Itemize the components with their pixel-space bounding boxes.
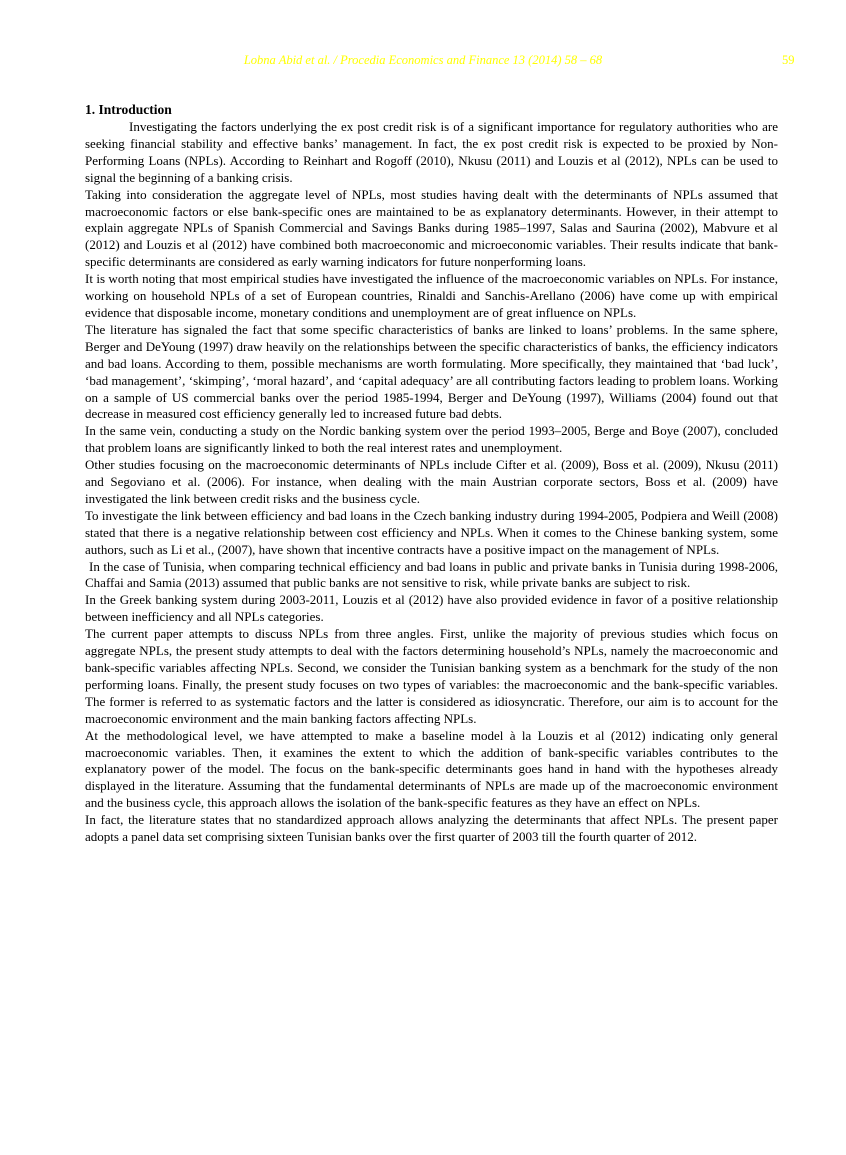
article-body <box>85 119 778 846</box>
paragraph: The current paper attempts to discuss NPLs from three angles. First, unlike the majority of previous studies which focus on aggregate NPLs, the present study attempts to deal with the factors determining household’s NPLs, namely the macroeconomic and bank-specific variables affecting NPLs. Second, we consider the Tunisian banking system as a benchmark for the study of the non performing loans. Finally, the present study focuses on two types of variables: the macroeconomic and the bank-specific variables. The former is referred to as systematic factors and the latter is considered as idiosyncratic. Therefore, our aim is to account for the macroeconomic environment and the main banking factors affecting NPLs. <box>85 626 778 726</box>
section-heading: 1. Introduction <box>85 102 172 118</box>
paragraph: At the methodological level, we have attempted to make a baseline model à la Louzis et al (2012) indicating only general macroeconomic variables. Then, it examines the extent to which the addition of bank-specific variables contributes to the explanatory power of the model. The focus on the bank-specific determinants goes hand in hand with the hypotheses already displayed in the literature. Assuming that the fundamental determinants of NPLs are made up of the macroeconomic environment and the business cycle, this approach allows the isolation of the bank-specific features as they have an effect on NPLs. <box>85 727 778 811</box>
paragraph: To investigate the link between efficiency and bad loans in the Czech banking industry during 1994-2005, Podpiera and Weill (2008) stated that there is a negative relationship between cost efficiency and NPLs. When it comes to the Chinese banking system, some authors, such as Li et al., (2007), have shown that incentive contracts have a positive impact on the management of NPLs. <box>85 507 778 557</box>
page-number: 59 <box>782 53 795 67</box>
paragraph: In the same vein, conducting a study on the Nordic banking system over the period 1993–2005, Berge and Boye (2007), concluded that problem loans are significantly linked to both the real interest rates and unemployment. <box>85 423 778 456</box>
journal-citation-header: Lobna Abid et al. / Procedia Economics and Finance 13 (2014) 58 – 68 <box>243 53 603 67</box>
paragraph: In the case of Tunisia, when comparing technical efficiency and bad loans in public and private banks in Tunisia during 1998-2006, Chaffai and Samia (2013) assumed that public banks are not sensitive to risk, while private banks are subject to risk. <box>85 558 778 591</box>
paragraph: In the Greek banking system during 2003-2011, Louzis et al (2012) have also provided evidence in favor of a positive relationship between inefficiency and all NPLs categories. <box>85 592 778 625</box>
paragraph: Investigating the factors underlying the ex post credit risk is of a significant importance for regulatory authorities who are seeking financial stability and effective banks’ management. In fact, the ex post credit risk is expected to be proxied by Non-Performing Loans (NPLs). According to Reinhart and Rogoff (2010), Nkusu (2011) and Louzis et al (2012), NPLs can be used to signal the beginning of a banking crisis. <box>85 119 778 185</box>
paragraph: In fact, the literature states that no standardized approach allows analyzing the determinants that affect NPLs. The present paper adopts a panel data set comprising sixteen Tunisian banks over the first quarter of 2003 till the fourth quarter of 2012. <box>85 812 778 845</box>
paragraph: Taking into consideration the aggregate level of NPLs, most studies having dealt with the determinants of NPLs assumed that macroeconomic factors or else bank-specific ones are maintained to be as explanatory determinants. However, in their attempt to explain aggregate NPLs of Spanish Commercial and Savings Banks during 1985–1997, Salas and Saurina (2002), Mabvure et al (2012) and Louzis et al (2012) have combined both macroeconomic and microeconomic variables. Their results indicate that bank-specific determinants are considered as early warning indicators for future nonperforming loans. <box>85 186 778 270</box>
paragraph: Other studies focusing on the macroeconomic determinants of NPLs include Cifter et al. (2009), Boss et al. (2009), Nkusu (2011) and Segoviano et al. (2006). For instance, when dealing with the main Austrian corporate sectors, Boss et al. (2009) have investigated the link between credit risks and the business cycle. <box>85 457 778 506</box>
paragraph: The literature has signaled the fact that some specific characteristics of banks are linked to loans’ problems. In the same sphere, Berger and DeYoung (1997) draw heavily on the relationships between the specific characteristics of banks, the efficiency indicators and bad loans. According to them, possible mechanisms are worth formulating. More specifically, they maintained that ‘bad luck’, ‘bad management’, ‘skimping’, ‘moral hazard’, and ‘capital adequacy’ are all contributing factors leading to problem loans. Working on a sample of US commercial banks over the period 1985-1994, Berger and DeYoung (1997), Williams (2004) found out that decrease in measured cost efficiency generally led to increased future bad debts. <box>85 321 778 422</box>
paragraph: It is worth noting that most empirical studies have investigated the influence of the macroeconomic variables on NPLs. For instance, working on household NPLs of a set of European countries, Rinaldi and Sanchis-Arellano (2006) have come up with empirical evidence that disposable income, monetary conditions and unemployment are of great influence on NPLs. <box>85 271 778 320</box>
